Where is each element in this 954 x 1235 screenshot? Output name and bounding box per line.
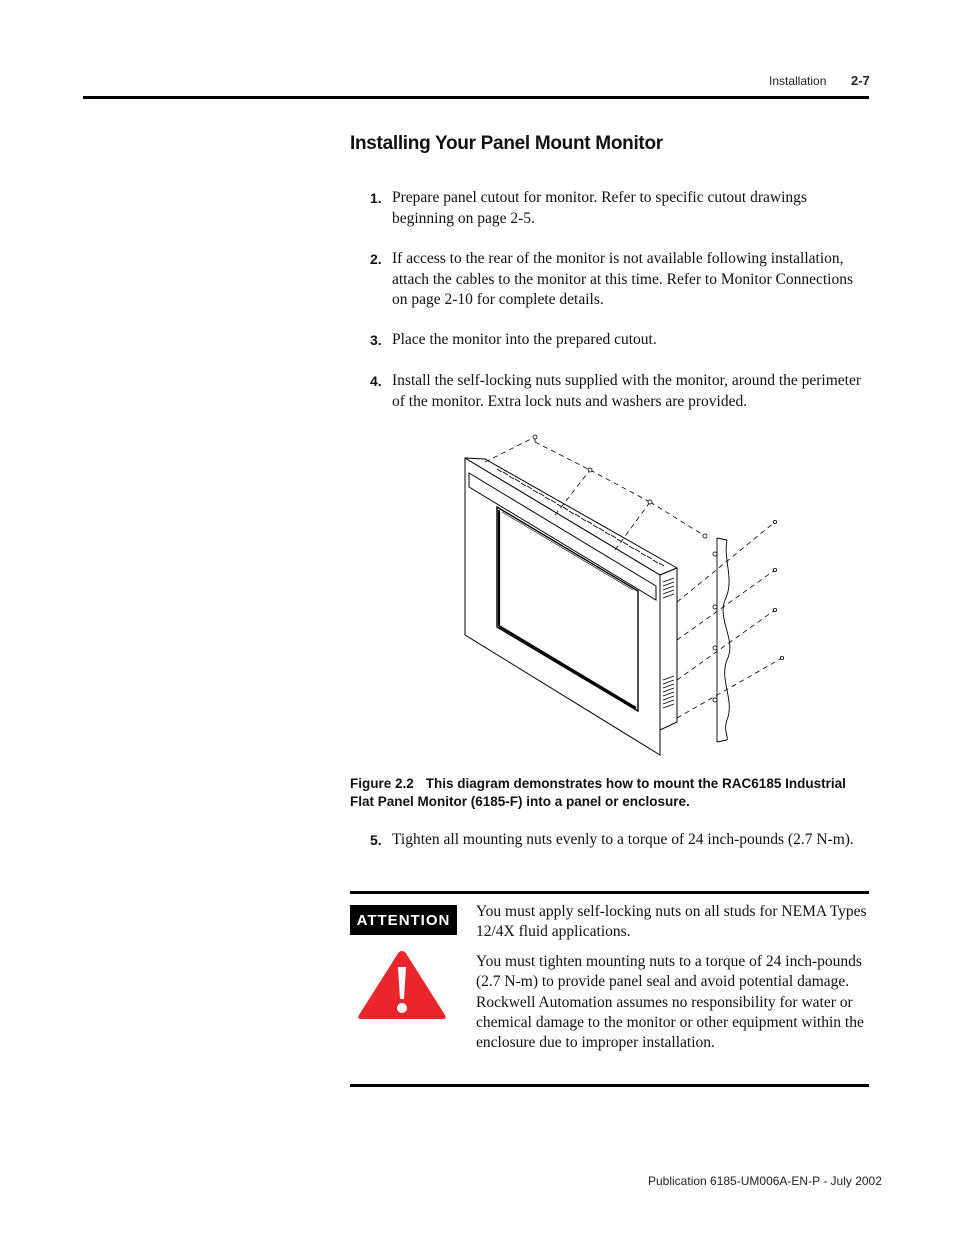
step-number: 3.	[370, 332, 382, 348]
warning-triangle-icon	[355, 947, 449, 1023]
step-number: 1.	[370, 190, 382, 206]
attention-badge: ATTENTION	[350, 905, 457, 935]
figure-caption	[350, 775, 870, 810]
step-number: 5.	[370, 832, 382, 848]
header-page-number: 2-7	[851, 73, 870, 88]
step-text: If access to the rear of the monitor is not available following installation, attach the cables to the monitor at this time. Refer to Monitor Connections on page 2-10 for complete details.	[392, 250, 854, 308]
figure-caption-text: This diagram demonstrates how to mount the RAC6185 Industrial Flat Panel Monitor (6185-F) into a panel or enclosure.	[350, 776, 846, 809]
page-title: Installing Your Panel Mount Monitor	[350, 133, 663, 154]
monitor-mounting-diagram	[455, 430, 795, 765]
attention-paragraph-2: You must tighten mounting nuts to a torque of 24 inch-pounds (2.7 N-m) to provide panel seal and avoid potential damage. Rockwell Automation assumes no responsibility for water or chemical damage to the monitor or other equipment within the enclosure due to improper installation.	[476, 953, 864, 1052]
figure-label: Figure 2.2	[350, 776, 414, 791]
step-text: Place the monitor into the prepared cutout.	[392, 331, 657, 348]
step-text: Install the self-locking nuts supplied with the monitor, around the perimeter of the monitor. Extra lock nuts and washers are provided.	[392, 372, 862, 410]
attention-bottom-rule	[350, 1084, 869, 1087]
attention-top-rule	[350, 891, 869, 894]
header-section: Installation	[769, 74, 827, 88]
step-number: 4.	[370, 373, 382, 389]
panel-wall	[717, 538, 730, 742]
step-text: Prepare panel cutout for monitor. Refer to specific cutout drawings beginning on page 2-5.	[392, 189, 807, 227]
header-rule	[83, 96, 869, 99]
attention-paragraph-1: You must apply self-locking nuts on all studs for NEMA Types 12/4X fluid applications.	[476, 903, 867, 941]
step-number: 2.	[370, 251, 382, 267]
publication-footer: Publication 6185-UM006A-EN-P - July 2002	[648, 1174, 882, 1188]
step-text: Tighten all mounting nuts evenly to a torque of 24 inch-pounds (2.7 N-m).	[392, 831, 854, 848]
